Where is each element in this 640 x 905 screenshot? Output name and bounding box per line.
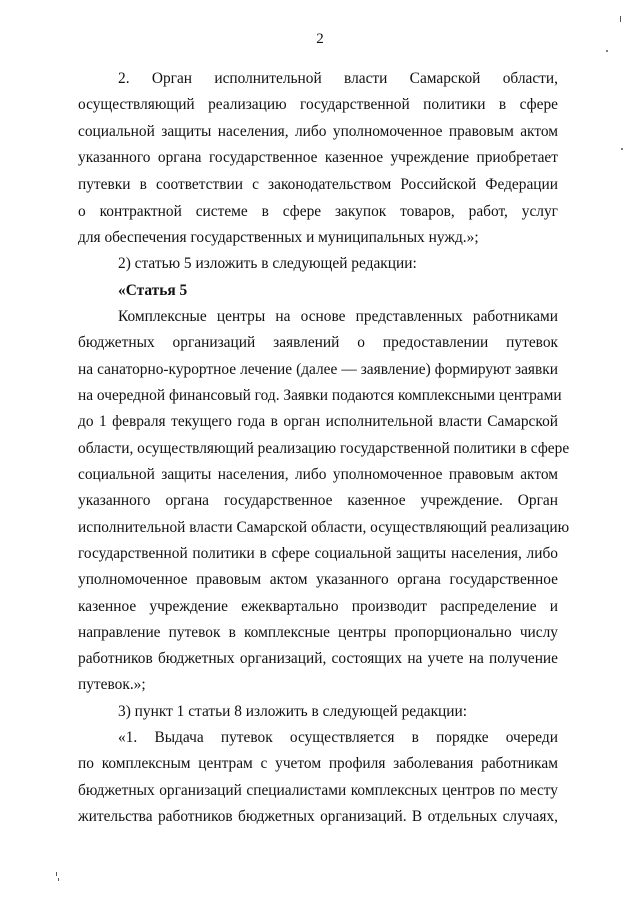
text-line: «1. Выдача путевок осуществляется в порядке очереди: [118, 729, 558, 746]
text-line: бюджетных организаций специалистами комплексных центров по месту: [78, 782, 558, 799]
text-line: государственной политики в сфере социальной защиты населения, либо: [78, 545, 558, 562]
text-line: на санаторно-курортное лечение (далее — заявление) формируют заявки: [78, 361, 558, 378]
scan-speck: [621, 148, 623, 150]
text-line: направление путевок в комплексные центры пропорционально числу: [78, 624, 558, 641]
article-heading: «Статья 5: [118, 282, 188, 299]
text-line: жительства работников бюджетных организаций. В отдельных случаях,: [78, 808, 558, 825]
text-line: Комплексные центры на основе представленных работниками: [118, 308, 558, 325]
text-line: бюджетных организаций заявлений о предоставлении путевок: [78, 334, 558, 351]
text-line: казенное учреждение ежеквартально производит распределение и: [78, 598, 558, 615]
text-line: исполнительной власти Самарской области, осуществляющий реализацию: [78, 519, 570, 536]
text-line: осуществляющий реализацию государственной политики в сфере: [78, 96, 558, 113]
text-line: по комплексным центрам с учетом профиля заболевания работникам: [78, 755, 558, 772]
text-line: до 1 февраля текущего года в орган исполнительной власти Самарской: [78, 413, 558, 430]
scan-speck: [620, 16, 621, 22]
text-line: путевок.»;: [78, 676, 146, 693]
scan-speck: [58, 878, 59, 881]
text-line: уполномоченное правовым актом указанного органа государственное: [78, 571, 558, 588]
scan-speck: [56, 872, 57, 876]
text-line: путевки в соответствии с законодательством Российской Федерации: [78, 176, 558, 193]
text-line: о контрактной системе в сфере закупок товаров, работ, услуг: [78, 203, 558, 220]
text-line: 2. Орган исполнительной власти Самарской области,: [118, 70, 558, 87]
text-line: работников бюджетных организаций, состоящих на учете на получение: [78, 650, 558, 667]
text-line: для обеспечения государственных и муниципальных нужд.»;: [78, 229, 479, 246]
text-line: области, осуществляющий реализацию государственной политики в сфере: [78, 440, 570, 457]
text-line: указанного органа государственное казенное учреждение приобретает: [78, 149, 558, 166]
text-line: 2) статью 5 изложить в следующей редакции:: [118, 255, 417, 272]
text-line: указанного органа государственное казенное учреждение. Орган: [78, 492, 558, 509]
scan-speck: [606, 50, 608, 52]
text-line: социальной защиты населения, либо уполномоченное правовым актом: [78, 123, 558, 140]
text-line: на очередной финансовый год. Заявки подаются комплексными центрами: [78, 387, 562, 404]
page-number: 2: [316, 31, 324, 47]
text-line: социальной защиты населения, либо уполномоченное правовым актом: [78, 466, 558, 483]
text-line: 3) пункт 1 статьи 8 изложить в следующей редакции:: [118, 703, 468, 720]
